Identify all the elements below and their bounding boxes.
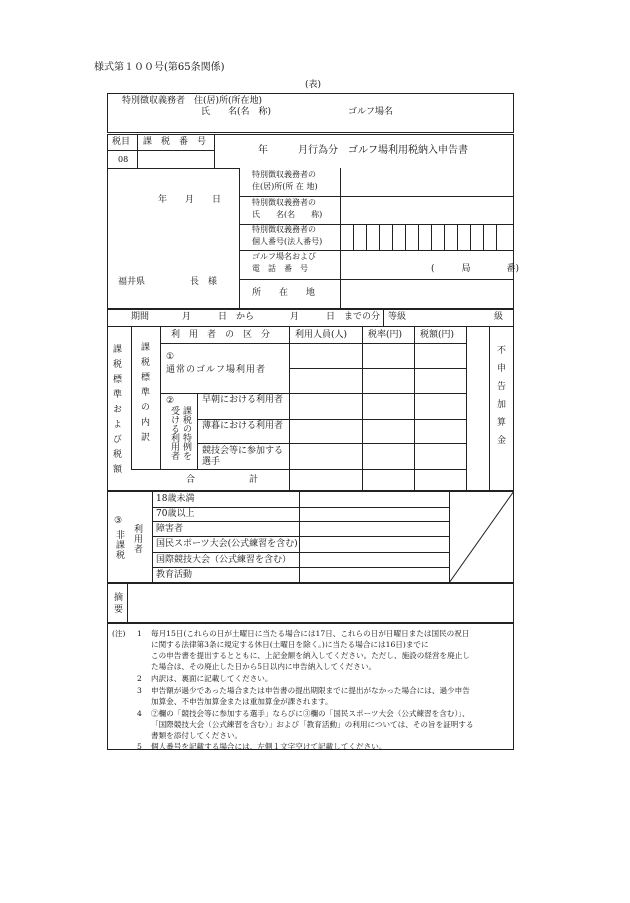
address-label-2: 住(居)所(所 在 地): [252, 182, 318, 191]
tax-item-label: 税目: [112, 137, 131, 147]
note-number: 3: [137, 686, 142, 695]
note-line: 毎月15日(これらの日が土曜日に当たる場合には17日、これらの日が日曜日または国民の祝日: [151, 629, 470, 638]
note-line: 書類を添付してください。: [151, 731, 243, 740]
phone-format[interactable]: ( 局 番): [431, 264, 520, 274]
location-label: 所 在 地: [252, 288, 316, 298]
total-label: 合 計: [186, 475, 259, 485]
grade-unit: 級: [494, 312, 504, 322]
morning-label: 早朝における利用者: [202, 395, 284, 405]
nontax-num: ③: [114, 516, 123, 526]
notes-prefix: (注): [112, 629, 126, 638]
remarks-label: 摘要: [112, 592, 122, 616]
phone-label-1: ゴルフ場名および: [252, 252, 316, 261]
note-line: に関する法律第3条に規定する休日(土曜日を除く。)に当たる場合には16日)までに: [151, 640, 429, 649]
col-rate: 税率(円): [368, 330, 403, 340]
note-number: 4: [137, 709, 142, 718]
nontax-item: 国民スポーツ大会(公式練習を含む): [156, 539, 298, 549]
note-number: 1: [137, 629, 142, 638]
note-line: 加算金、不申告加算金または重加算金が課されます。: [151, 697, 333, 706]
special-vertical-1: 課税の特例を: [181, 406, 191, 460]
note-line: この申告書を提出するとともに、上記金額を納入してください。ただし、施設の経営を廃止し: [151, 651, 470, 660]
tax-number-label: 課 税 番 号: [143, 137, 207, 147]
nontax-item: 障害者: [156, 524, 184, 534]
nontax-item: 18歳未満: [156, 494, 195, 504]
penalty-vertical: 不申告加算金: [495, 345, 505, 453]
nontax-item: 国際競技大会（公式練習を含む）: [156, 555, 292, 565]
note-line: ②欄の「競技会等に参加する選手」ならびに③欄の「国民スポーツ大会（公式練習を含む）」、: [151, 709, 470, 718]
special-vertical-2: 受ける利用者: [169, 406, 179, 460]
dusk-label: 薄暮における利用者: [202, 421, 284, 431]
breakdown-vertical: 課税標準の内訳: [139, 342, 149, 447]
side-label: (表): [305, 80, 322, 90]
period-field[interactable]: 月 日 から 月 日 までの分: [182, 312, 381, 322]
note-line: 「国際競技大会（公式練習を含む）」および「教育活動」の利用については、その旨を証明する: [151, 720, 474, 729]
col-tax: 税額(円): [420, 330, 455, 340]
note-line: 個人番号を記載する場合には、左側１文字空けて記載してください。: [151, 742, 387, 751]
form-title: 年 月行為分 ゴルフ場利用税納入申告書: [258, 145, 468, 156]
note-number: 2: [137, 674, 142, 683]
note-line: た場合は、その廃止した日から5日以内に申告納入してください。: [151, 662, 377, 671]
nontax-vertical-1: 非課税: [114, 530, 124, 560]
obligor-name-label: 氏 名(名 称): [201, 107, 272, 117]
period-label: 期間: [131, 312, 150, 322]
obligor-address-label: 特別徴収義務者 住(居)所(所在地): [122, 96, 263, 106]
tax-item-value: 08: [118, 155, 129, 164]
competition-label: 競技会等に参加する選手: [202, 446, 284, 467]
nontax-vertical-2: 利用者: [132, 524, 142, 554]
remarks-box: [107, 583, 514, 623]
note-line: 内訳は、裏面に記載してください。: [151, 674, 273, 683]
note-line: 申告額が過少であった場合または申告書の提出期限までに提出がなかった場合には、過少申告: [151, 686, 470, 695]
note-number: 5: [137, 742, 142, 751]
id-label-2: 個人番号(法人番号): [252, 237, 323, 246]
special-num: ②: [166, 396, 175, 406]
col-users: 利用人員(人): [295, 330, 348, 340]
id-label-1: 特別徴収義務者の: [252, 225, 316, 234]
name-label-1: 特別徴収義務者の: [252, 198, 316, 207]
phone-label-2: 電 話 番 号: [252, 264, 308, 273]
grade-label: 等級: [388, 312, 407, 322]
addressee: 福井県 長 様: [118, 277, 218, 287]
nontax-item: 教育活動: [156, 570, 193, 580]
golf-course-name-label: ゴルフ場名: [348, 107, 394, 117]
taxable-standard-vertical: 課税標準および税額: [111, 344, 121, 479]
form-number: 様式第１００号(第65条関係): [94, 62, 225, 73]
col-category: 利 用 者 の 区 分: [171, 330, 271, 340]
date-field[interactable]: 年 月 日: [158, 195, 222, 205]
nontax-diagonal: [449, 491, 514, 583]
normal-label: 通常のゴルフ場利用者: [166, 365, 267, 375]
nontax-item: 70歳以上: [156, 509, 195, 519]
normal-num: ①: [166, 352, 175, 362]
name-label-2: 氏 名(名 称): [252, 210, 323, 219]
address-label-1: 特別徴収義務者の: [252, 170, 316, 179]
